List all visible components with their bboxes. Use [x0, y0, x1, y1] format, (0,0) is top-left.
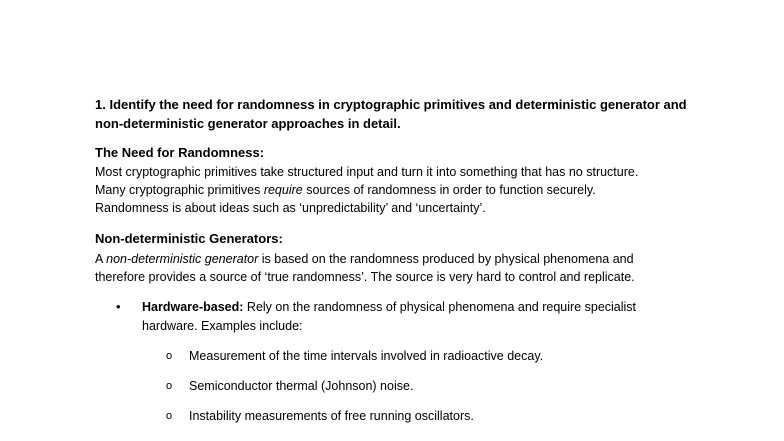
bullet-marker: •: [116, 299, 121, 314]
nondet-line-2: therefore provides a source of ‘true randomness’. The source is very hard to control and replicate.: [95, 270, 635, 284]
need-line-2-emphasis: require: [263, 183, 303, 197]
nondet-line-1-pre: A: [95, 252, 107, 266]
sub-item-1: Measurement of the time intervals involved in radioactive decay.: [189, 349, 544, 363]
sub-item-2: Semiconductor thermal (Johnson) noise.: [189, 379, 414, 393]
question-heading: [95, 95, 735, 133]
nondet-heading: Non-deterministic Generators:: [95, 231, 283, 246]
nondet-line-1: [95, 250, 634, 268]
need-line-3: Randomness is about ideas such as ‘unpredictability’ and ‘uncertainty’.: [95, 201, 486, 215]
nondet-line-1-emphasis: non-deterministic generator: [106, 252, 259, 266]
sub-item-marker-2: o: [166, 380, 173, 392]
sub-item-3: Instability measurements of free running oscillators.: [189, 409, 474, 423]
need-line-2-pre: Many cryptographic primitives: [95, 183, 264, 197]
need-heading: The Need for Randomness:: [95, 145, 265, 160]
question-line-2: non-deterministic generator approaches in detail.: [95, 116, 401, 131]
need-line-2: [95, 181, 596, 199]
bullet-text-1: Rely on the randomness of physical phenomena and require specialist: [243, 300, 637, 314]
need-line-1: Most cryptographic primitives take structured input and turn it into something that has no structure.: [95, 165, 639, 179]
sub-item-marker-1: o: [166, 350, 173, 362]
sub-item-marker-3: o: [166, 410, 173, 422]
need-line-2-post: sources of randomness in order to function securely.: [302, 183, 596, 197]
nondet-line-1-post: is based on the randomness produced by physical phenomena and: [258, 252, 634, 266]
bullet-line-2: hardware. Examples include:: [142, 319, 303, 333]
question-line-1: 1. Identify the need for randomness in cryptographic primitives and deterministic generator and: [95, 97, 687, 112]
bullet-label: Hardware-based:: [142, 300, 244, 314]
bullet-line-1: [142, 298, 636, 316]
